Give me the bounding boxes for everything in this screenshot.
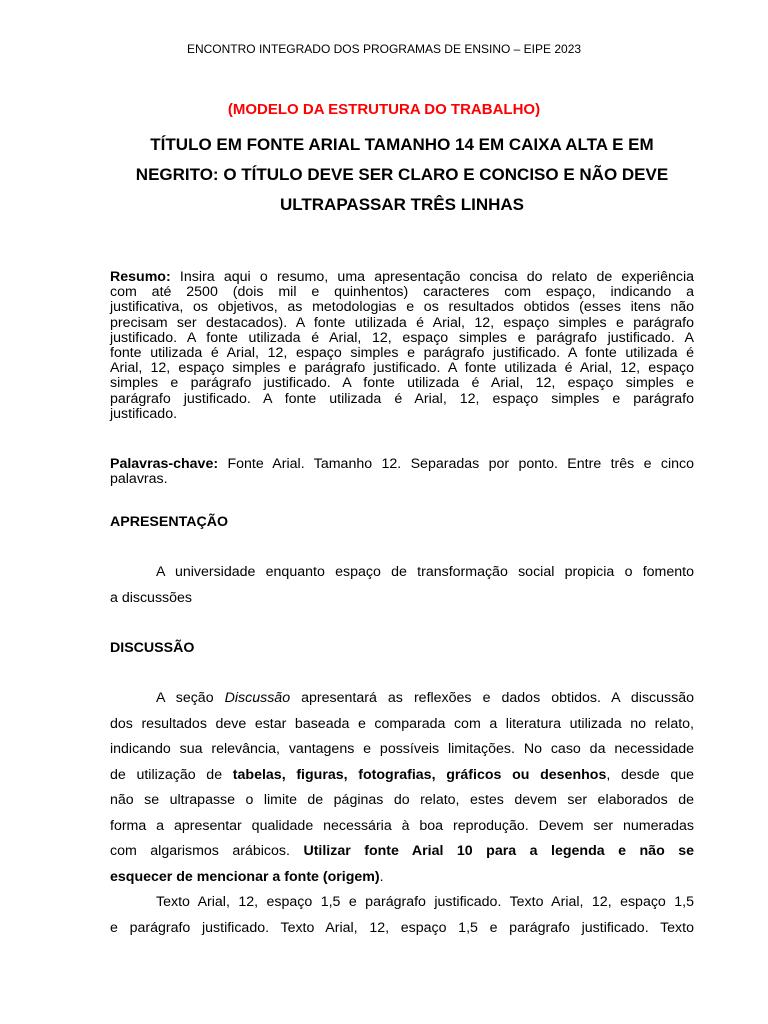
paragraph-line [110,839,694,865]
presentation-paragraph [110,560,694,611]
paragraph-line: forma a apresentar qualidade necessária à boa reprodução. Devem ser numeradas [110,817,694,834]
paper-title [110,130,694,220]
abstract [110,270,694,422]
abstract-line: fonte utilizada é Arial, 12, espaço simples e parágrafo justificado. A fonte utilizada é [110,345,694,362]
text-span: com algarismos arábicos. [110,843,304,859]
keywords-line [110,457,694,472]
paragraph-line: dos resultados deve estar baseada e comparada com a literatura utilizada no relato, [110,715,694,732]
abstract-line: simples e parágrafo justificado. A fonte utilizada é Arial, 12, espaço simples e [110,375,694,392]
title-line: TÍTULO EM FONTE ARIAL TAMANHO 14 EM CAIXA ALTA E EM [150,135,654,154]
event-header: ENCONTRO INTEGRADO DOS PROGRAMAS DE ENSINO – EIPE 2023 [186,42,582,56]
text-span: A seção [156,690,225,706]
abstract-line: precisam ser destacados). A fonte utilizada é Arial, 12, espaço simples e parágrafo [110,314,694,331]
abstract-line: justificado. [110,405,178,422]
title-line: ULTRAPASSAR TRÊS LINHAS [280,195,524,214]
keywords-text: Fonte Arial. Tamanho 12. Separadas por ponto. Entre três e cinco [218,456,694,472]
model-label: (MODELO DA ESTRUTURA DO TRABALHO) [227,101,541,118]
section-heading-presentation: APRESENTAÇÃO [110,514,228,530]
paragraph-line [110,763,694,789]
bold-span: Utilizar fonte Arial 10 para a legenda e não se [303,843,695,859]
section-heading-discussion: DISCUSSÃO [110,640,195,656]
abstract-line: com até 2500 (dois mil e quinhentos) caracteres com espaço, indicando a [110,284,694,301]
title-line: NEGRITO: O TÍTULO DEVE SER CLARO E CONCISO E NÃO DEVE [135,165,669,184]
keywords-line: palavras. [110,471,168,488]
text-span: . [379,868,384,885]
abstract-label: Resumo: [110,269,171,285]
bold-span: esquecer de mencionar a fonte (origem) [110,868,380,885]
keywords [110,457,694,487]
paragraph-line: A universidade enquanto espaço de transformação social propicia o fomento [156,564,694,580]
bold-span: tabelas, figuras, fotografias, gráficos ou desenhos [232,766,607,783]
paragraph-line [110,686,694,712]
text-span: de utilização de [110,766,233,783]
discussion-paragraph [110,686,694,941]
text-span: , desde que [606,766,694,783]
abstract-line [110,270,694,285]
paragraph-line: e parágrafo justificado. Texto Arial, 12, espaço 1,5 e parágrafo justificado. Texto [110,919,694,936]
abstract-line: justificado. A fonte utilizada é Arial, 12, espaço simples e parágrafo justificado. A [110,329,694,346]
paragraph-line: indicando sua relevância, vantagens e possíveis limitações. No caso da necessidade [110,741,694,757]
paragraph-line: a discussões [110,589,193,606]
italic-span: Discussão [224,690,291,706]
paragraph-line: não se ultrapasse o limite de páginas do relato, estes devem ser elaborados de [110,792,694,808]
keywords-label: Palavras-chave: [110,456,219,472]
abstract-text: Insira aqui o resumo, uma apresentação concisa do relato de experiência [170,269,694,285]
text-span: apresentará as reflexões e dados obtidos. A discussão [290,690,694,706]
abstract-line: Arial, 12, espaço simples e parágrafo justificado. A fonte utilizada é Arial, 12, espaço [110,360,694,377]
abstract-line: justificativa, os objetivos, as metodologias e os resultados obtidos (esses itens não [110,299,694,316]
abstract-line: parágrafo justificado. A fonte utilizada é Arial, 12, espaço simples e parágrafo [110,390,694,407]
paragraph-line: Texto Arial, 12, espaço 1,5 e parágrafo justificado. Texto Arial, 12, espaço 1,5 [156,894,694,910]
paragraph-line [110,865,694,891]
